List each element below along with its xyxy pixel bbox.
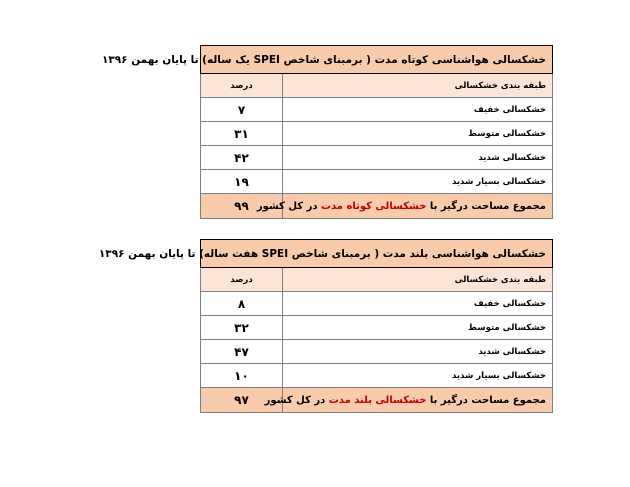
- row-category: خشکسالی خفیف: [283, 292, 553, 316]
- row-category: خشکسالی شدید: [283, 146, 553, 170]
- row-category: خشکسالی متوسط: [283, 122, 553, 146]
- total-label: [256, 194, 553, 219]
- table-title: خشکسالی هواشناسی کوتاه مدت ( برمبنای شاخص SPEI یک ساله) تا پایان بهمن ۱۳۹۶: [201, 46, 553, 74]
- row-category: خشکسالی بسیار شدید: [283, 170, 553, 194]
- total-label-prefix: مجموع مساحت درگیر با: [426, 394, 546, 406]
- column-header-percent: درصد: [201, 268, 283, 292]
- table-title-row: [201, 240, 553, 268]
- long-term-drought-table: [98, 239, 553, 413]
- total-label-highlight: خشکسالی بلند مدت: [328, 394, 427, 406]
- row-percent: ۷: [201, 98, 283, 122]
- row-category: خشکسالی بسیار شدید: [283, 364, 553, 388]
- table-row: [201, 170, 553, 194]
- row-percent: ۱۹: [201, 170, 283, 194]
- table-row: [201, 316, 553, 340]
- total-percent: ۹۷: [201, 388, 283, 413]
- total-label-suffix: در کل کشور: [264, 394, 329, 406]
- table-row: [201, 98, 553, 122]
- total-label: [264, 388, 553, 413]
- table-row: [201, 292, 553, 316]
- table-row: [201, 340, 553, 364]
- total-label-highlight: خشکسالی کوتاه مدت: [320, 200, 427, 212]
- column-header-row: [201, 268, 553, 292]
- column-header-category: طبقه بندی خشکسالی: [283, 74, 553, 98]
- column-header-row: [201, 74, 553, 98]
- row-percent: ۴۷: [201, 340, 283, 364]
- short-term-drought-table: [101, 45, 553, 219]
- row-category: خشکسالی خفیف: [283, 98, 553, 122]
- column-header-percent: درصد: [201, 74, 283, 98]
- table-title: خشکسالی هواشناسی بلند مدت ( برمبنای شاخص SPEI هفت ساله) تا پایان بهمن ۱۳۹۶: [201, 240, 553, 268]
- total-row: [201, 194, 553, 219]
- total-label-suffix: در کل کشور: [256, 200, 321, 212]
- row-percent: ۳۲: [201, 316, 283, 340]
- total-label-prefix: مجموع مساحت درگیر با: [426, 200, 546, 212]
- row-percent: ۸: [201, 292, 283, 316]
- row-percent: ۳۱: [201, 122, 283, 146]
- table-row: [201, 122, 553, 146]
- total-percent: ۹۹: [201, 194, 283, 219]
- row-category: خشکسالی متوسط: [283, 316, 553, 340]
- table-row: [201, 146, 553, 170]
- table-title-row: [201, 46, 553, 74]
- table-row: [201, 364, 553, 388]
- row-percent: ۴۲: [201, 146, 283, 170]
- total-row: [201, 388, 553, 413]
- row-category: خشکسالی شدید: [283, 340, 553, 364]
- column-header-category: طبقه بندی خشکسالی: [283, 268, 553, 292]
- row-percent: ۱۰: [201, 364, 283, 388]
